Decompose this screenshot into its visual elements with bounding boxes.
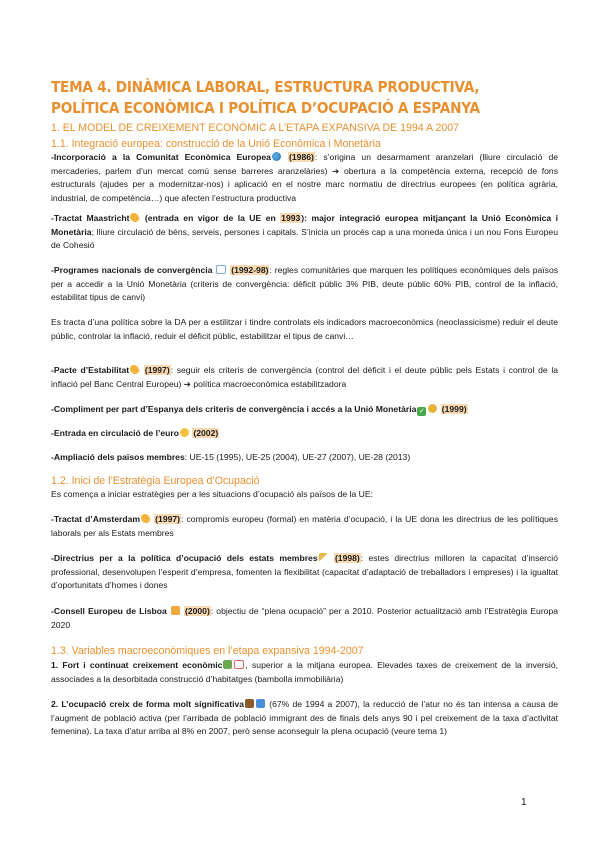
- year-highlight: (2002): [193, 428, 219, 438]
- globe-icon: [272, 152, 281, 161]
- year-highlight: (1997): [144, 365, 170, 375]
- up-arrow-icon: [256, 699, 265, 708]
- item-text-bold: ): major integració europea mitjançant la: [301, 213, 482, 223]
- handshake-icon: [130, 365, 139, 374]
- money-bag-icon: [428, 404, 437, 413]
- item-text: : s’origina un desarmament aranzelari (lliure circulació de mercaderies, parlem d’un mercat comú sense barreres aranzelàries) ➔ obertura a la competència externa, recepció de fons estructurals (ajudes per a modernitzar-nos) i aplicació en el nostre marc normatiu de directrius europees (en política agrària, industrial, de competència…) que afecten l’estructura productiva: [51, 152, 559, 203]
- document-title: TEMA 4. DINÀMICA LABORAL, ESTRUCTURA PRODUCTIVA, POLÍTICA ECONÒMICA I POLÍTICA D’OCUPACIÓ A ESPANYA: [51, 78, 480, 117]
- section-heading-1-2: 1.2. Inici de l’Estratègia Europea d’Ocupació: [51, 475, 260, 487]
- year-highlight: (1986): [289, 152, 314, 162]
- item-label: -Entrada en circulació de l’euro: [51, 428, 179, 438]
- paragraph-amsterdam: [51, 513, 558, 540]
- check-icon: ✓: [418, 408, 425, 415]
- item-label: -Programes nacionals de convergència: [51, 265, 213, 275]
- item-label: 1. Fort i continuat creixement econòmic: [51, 660, 223, 670]
- item-text: (67% de 1994 a 2007), la reducció de l’atur no és tan intensa a causa de l’augment de població activa (per l’arribada de població immigrant des de finals dels anys 90 i pel creixement de la taxa d’activitat femenina). La taxa d’atur arriba al 8% en 2007, però sense aconseguir la plena ocupació (veure tema 1): [51, 699, 558, 737]
- paragraph-intro-eeo: Es comença a iniciar estratègies per a les situacions d’ocupació als països de la UE:: [51, 489, 373, 499]
- item-label: 2. L’ocupació creix de forma molt significativa: [51, 699, 245, 709]
- item-text: : objectiu de “plena ocupació” per a 2010. Posterior actualització amb l’Estratègia Europa 2020: [51, 606, 559, 630]
- paragraph-ampliacio: [51, 451, 558, 465]
- section-heading-1-3: 1.3. Variables macroeconòmiques en l’etapa expansiva 1994-2007: [51, 645, 364, 657]
- paragraph-politica: Es tracta d’una política sobre la DA per a estilitzar i tindre controlats els indicadors macroeconòmics (neoclassicisme) reduir el deute públic, controlar la inflació, reduir el dèficit públic, estabilitzar el tipus de canvi…: [51, 317, 558, 341]
- cash-icon: [223, 660, 232, 669]
- item-label: -Incorporació a la Comunitat Econòmica Europea: [51, 152, 271, 162]
- item-text: : UE-15 (1995), UE-25 (2004), UE-27 (2007), UE-28 (2013): [184, 452, 411, 462]
- item-text: : estes directrius milloren la capacitat d’inserció professional, desenvolupen l’esperit d’empresa, fomenten la flexibilitat (capacitat d’adaptació de treballadors i empreses) i la igualtat d’oportunitats d’homes i dones: [51, 553, 558, 591]
- item-label: -Compliment per part d’Espanya dels criteris de convergència i accés a la Unió Monetària: [51, 404, 417, 414]
- trend-chart-icon: [234, 660, 244, 669]
- item-text-bold: Unió Econòmica i Monetària: [51, 213, 558, 237]
- ruler-icon: [319, 553, 328, 562]
- item-text: : compromís europeu (formal) en matèria d’ocupació, i la UE dona les directrius de les polítiques laborals per als Estats membres: [51, 514, 558, 538]
- paragraph-cee: [51, 151, 558, 205]
- item-label: -Tractat Maastricht: [51, 213, 130, 223]
- paragraph-ocupacio: [51, 698, 558, 739]
- item-label: -Tractat d’Amsterdam: [51, 514, 141, 524]
- paragraph-lisboa: [51, 605, 558, 632]
- paragraph-compliment: [51, 403, 558, 417]
- item-label: -Consell Europeu de Lisboa: [51, 606, 167, 616]
- paragraph-directrius: [51, 552, 558, 593]
- item-label: -Pacte d’Estabilitat: [51, 365, 130, 375]
- year-highlight: 1993: [281, 213, 301, 223]
- item-text: ; lliure circulació de béns, serveis, persones i capitals. S’inicia un procés cap a una moneda única i un nou Fons Europeu de Cohesió: [51, 226, 558, 251]
- year-highlight: (1999): [441, 404, 467, 414]
- handshake-icon: [130, 213, 139, 222]
- paragraph-creixement: [51, 659, 558, 686]
- paragraph-euro: [51, 427, 558, 441]
- section-heading-1-1: 1.1. Integració europea: construcció de la Unió Econòmica i Monetària: [51, 138, 381, 150]
- paragraph-maastricht: [51, 212, 558, 253]
- year-highlight: (1998): [334, 553, 360, 563]
- chart-icon: [216, 265, 226, 274]
- paragraph-convergencia: [51, 264, 558, 305]
- briefcase-icon: [245, 699, 254, 708]
- item-label: -Ampliació dels països membres: [51, 452, 185, 462]
- pointing-icon: [171, 606, 180, 615]
- year-highlight: (1992-98): [231, 265, 269, 275]
- item-text: , superior a la mitjana europea. Elevades taxes de creixement de la inversió, associades a la desorbitada construcció d’habitatges (bambolla immobiliària): [51, 660, 558, 684]
- year-highlight: (2000): [184, 606, 210, 616]
- item-text-bold: (entrada en vigor de la UE en: [140, 213, 281, 223]
- page-number: 1: [521, 797, 527, 808]
- year-highlight: (1997): [155, 514, 181, 524]
- item-text: : regles comunitàries que marquen les polítiques econòmiques dels països per a accedir a la Unió Monetària (criteris de convergència: dèficit públic 3% PIB, deute públic 60% PIB, control de la inflació, estabilitat tipus de canvi): [51, 265, 559, 303]
- section-heading-1: 1. EL MODEL DE CREIXEMENT ECONÒMIC A L’ETAPA EXPANSIVA DE 1994 A 2007: [51, 122, 460, 134]
- item-text: : seguir els criteris de convergència (control del dèficit i el deute públic pels Estats i control de la inflació pel Banc Central Europeu) ➔ política macroeconòmica estabilitzadora: [51, 365, 559, 389]
- item-label: -Directrius per a la política d’ocupació dels estats membres: [51, 553, 318, 563]
- paragraph-pacte: [51, 364, 558, 391]
- euro-coin-icon: [180, 428, 189, 437]
- handshake-icon: [141, 514, 150, 523]
